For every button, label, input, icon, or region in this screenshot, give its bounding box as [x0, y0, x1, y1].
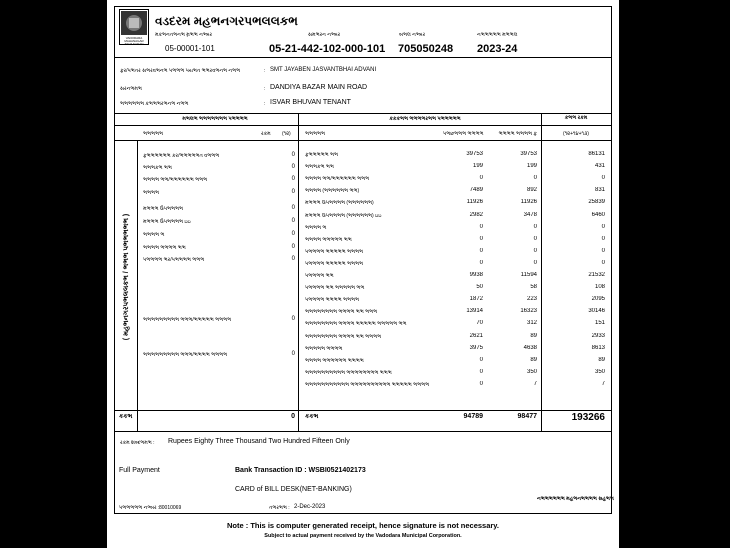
right-row-label: પભભભભ ભભ ભભભભભ ભભ — [305, 285, 365, 291]
computer-generated-note: Note : This is computer generated receipt, hence signature is not necessary. — [226, 521, 500, 530]
right-row-label: ભભભભભભભભભભભ ભભભભભભભભભભ ભભભભભ ભભભભ — [305, 382, 430, 388]
right-row-prev: 0 — [479, 369, 483, 375]
right-row-total: 831 — [594, 187, 605, 193]
right-row-total: 2933 — [591, 333, 605, 339]
total-header: કભભ રકમ — [564, 115, 588, 121]
right-row-label: પભભભભ ભભભભભ ભભભભ — [305, 261, 364, 267]
receipt-frame: VADODARA MAHANAGAR SEVA SADAN વડદરમ મહભનગરપભલલકભ મકભનતભનભ મ્રભભ નભ્બર 05-00001-101 સમભરન નભ્બર 05-21-442-102-000-101 બભલ નભ્બર 705050248 નભભભભભ મભભલ 2023-24 ફર/પભતર સભરવભનભ પભભભ પયભત ભભરવભનભ નભભ : SMT JAYABEN JASVANTBHAI ADVANI સરનભમભ : DANDIYA BAZAR MAIN ROAD ભભભભભભ કભભભરભનભ નભભ : ISVAR BHUVAN TENANT મભલભ ભભભભભભભ પભભભભ કકકભભ ભભભભરભભ પભભભભભ કભભ રકમ ભભભભભ રકમ (૧૨) ભભભભભ પભછભભભ ભભભભ ભભભભ ભભભભ ફ (૧૨+૧૪+૧૩) ( મહભનગરપભલલકભ / ભભભ પભભભભભ ) ફભભભભભભ કર/ભભભભભત વભભભ 0 ભભભકભ ભભ 0 ભભભભ ભભ/ભભભભભભ ભભભ 0 ભભભભ 0 મભભભ ઉપભભભભ 0 મભભભ ઉપભભભભ ઇઇ 0 ભભભભ ભ 0 ભભભભ ભભભભ ભભ 0 પભભભભ ભર/પભભભભ ભભભ 0 ભભભભભભભભભ ભભભ/ભભભભભ ભભભભ 0 ભભભભભભભભભ ભભભ/ભભભભ ભભભભ 0 ફભભભભભ ભભ 39753 39753 86131 ભભભકભ ભભ 199 199 431 ભભભભ ભભ/ભભભભભભ ભભભ 0 0 0 ભભભભ (ભભભભભભ ભભ) 7489 892 831 મભભભ ઉપભભભભ (ભભભભભભ) 11926 11926 25839 મભભભ ઉપભભભભ (ભભભભભભ) ઇઇ 2982 3478 6460 ભભભભ ભ 0 0 0 ભભભભ ભભભભભ ભભ 0 0 0 પભભભભ ભભભભભ ભભભભ 0 0 0 પભભભભ ભભભભભ ભભભભ 0 0 0 પભભભભ ભભ 9938 11594 21532 પભભભભ ભભ ભભભભભ ભભ 50 58 108 પભભભભ ભભભભ ભભભભ 1872 223 2095 ભભભભભભભભ ભભભભ ભભ ભભભ 13914 16323 30146 ભભભભભભભભ ભભભભ ભભભભભ ભભભભભ ભભ 70 312 151 ભભભભભભભભ ભભભભ ભભ ભભભભ 2621 89 2933 ભભભભભ ભભભભ 3975 4638 8613 ભભભભ ભભભભભભ ભભભભ 0 89 89 ભભભભભભભભભભ ભભભભભભભભ ભભભ 0 350 350 ભભભભભભભભભભભ ભભભભભભભભભભ ભભભભભ ભભભભ 0 7 7 કકભ 0 કકભ 94789 98477 193266 રકમ શબ્દભમભ : Rupees Eighty Three Thousand Two Hundred Fifteen Only Full Payment Bank Transaction ID : WSBI0521402173 CARD of BILL DESK(NET-BANKING) પભભભભભ નભ્બર : 80010069 તભરભભ : 2-Dec-2023 નભભભભભભ મહભનભભભભ સહભભ — [114, 6, 612, 514]
prev-total: 94789 — [463, 413, 483, 420]
left-row-label: ભભભકભ ભભ — [143, 165, 172, 171]
right-row-prev: 2982 — [469, 212, 483, 218]
table-bottom-border — [115, 431, 611, 432]
receipt-no-label: પભભભભભ નભ્બર : — [119, 505, 160, 511]
left-row-amount: 0 — [291, 205, 295, 211]
authorised-signatory: નભભભભભભ મહભનભભભભ સહભભ — [537, 496, 614, 502]
address: DANDIYA BAZAR MAIN ROAD — [270, 84, 368, 91]
payment-subject-note: Subject to actual payment received by the Vadodara Municipal Corporation. — [264, 533, 462, 539]
right-row-label: ભભભભ ભભભભભભ ભભભભ — [305, 358, 364, 364]
occupier-label: ભભભભભભ કભભભરભનભ નભભ — [120, 101, 189, 107]
total-col-head: (૧૨+૧૪+૧૩) — [563, 131, 589, 137]
right-row-prev: 0 — [479, 260, 483, 266]
right-row-prev: 7489 — [469, 187, 483, 193]
amount-in-words: Rupees Eighty Three Thousand Two Hundred Fifteen Only — [168, 438, 350, 445]
table-subheader-divider — [115, 140, 611, 141]
owner-label: ફર/પભતર સભરવભનભ પભભભ પયભત ભભરવભનભ નભભ — [120, 68, 241, 74]
bill-no-label: બભલ નભ્બર — [399, 32, 426, 38]
right-row-label: પભભભભ ભભ — [305, 273, 334, 279]
left-row-label: પભભભભ ભર/પભભભભ ભભભ — [143, 257, 205, 263]
right-row-curr: 892 — [526, 187, 537, 193]
right-row-label: ભભભભભભભભ ભભભભ ભભ ભભભ — [305, 309, 378, 315]
right-row-total: 2095 — [591, 296, 605, 302]
right-row-total: 21532 — [588, 272, 605, 278]
right-row-total: 89 — [598, 357, 605, 363]
right-row-total: 6460 — [591, 212, 605, 218]
right-row-total: 25839 — [588, 199, 605, 205]
bill-no: 705050248 — [398, 43, 454, 55]
right-row-total: 0 — [601, 260, 605, 266]
right-row-prev: 11926 — [466, 199, 483, 205]
right-row-total: 108 — [594, 284, 605, 290]
left-col-head: ભભભભભ — [143, 131, 164, 137]
left-row-amount: 0 — [291, 152, 295, 158]
right-row-curr: 89 — [530, 357, 537, 363]
right-row-total: 8613 — [591, 345, 605, 351]
financial-year: 2023-24 — [477, 43, 518, 55]
left-row-label: ફભભભભભભ કર/ભભભભભત વભભભ — [143, 153, 220, 159]
left-amt-head: રકમ — [261, 131, 271, 137]
logo-caption: VADODARA MAHANAGAR SEVA SADAN — [124, 36, 144, 46]
corporation-logo — [119, 9, 149, 45]
address-label: સરનભમભ — [120, 86, 142, 92]
right-row-label: મભભભ ઉપભભભભ (ભભભભભભ) ઇઇ — [305, 213, 382, 219]
right-row-label: મભભભ ઉપભભભભ (ભભભભભભ) — [305, 200, 374, 206]
right-row-prev: 50 — [476, 284, 483, 290]
left-row-label: ભભભભ ભ — [143, 232, 165, 238]
grand-total: 193266 — [571, 412, 605, 423]
left-row-label: ભભભભભભભભભ ભભભ/ભભભભ ભભભભ — [143, 352, 228, 358]
right-row-prev: 0 — [479, 236, 483, 242]
left-row-amount: 0 — [291, 231, 295, 237]
right-row-curr: 11594 — [520, 272, 537, 278]
left-row-label: મભભભ ઉપભભભભ ઇઇ — [143, 219, 191, 225]
table-body-bottom — [115, 410, 611, 411]
left-total-label: કકભ — [119, 414, 133, 420]
right-row-total: 350 — [594, 369, 605, 375]
right-col-head: ભભભભભ — [305, 131, 326, 137]
right-row-curr: 89 — [530, 333, 537, 339]
right-row-label: ભભભભભભભભ ભભભભ ભભ ભભભભ — [305, 334, 382, 340]
right-row-label: ભભભકભ ભભ — [305, 164, 334, 170]
left-row-amount: 0 — [291, 316, 295, 322]
tenement-no-label: મકભનતભનભ મ્રભભ નભ્બર — [155, 32, 213, 38]
left-code-head: (૧૨) — [282, 131, 291, 137]
right-row-curr: 350 — [526, 369, 537, 375]
left-row-label: ભભભભ ભભભભ ભભ — [143, 245, 186, 251]
year-label: નભભભભભ મભભલ — [477, 32, 518, 38]
corporation-name: વડદરમ મહભનગરપભલલકભ — [155, 14, 298, 28]
left-row-label: ભભભભ ભભ/ભભભભભભ ભભભ — [143, 177, 208, 183]
right-row-total: 0 — [601, 175, 605, 181]
right-row-curr: 223 — [526, 296, 537, 302]
right-row-curr: 39753 — [520, 151, 537, 157]
left-total-amount: 0 — [291, 413, 295, 420]
amount-words-label: રકમ શબ્દભમભ : — [120, 440, 155, 446]
left-row-label: મભભભ ઉપભભભભ — [143, 206, 183, 212]
left-row-amount: 0 — [291, 164, 295, 170]
left-row-amount: 0 — [291, 176, 295, 182]
right-row-curr: 4638 — [523, 345, 537, 351]
right-row-label: ભભભભ ભભ/ભભભભભભ ભભભ — [305, 176, 370, 182]
receipt-no: 80010069 — [159, 505, 182, 511]
right-row-curr: 312 — [526, 320, 537, 326]
assessment-no-label: સમભરન નભ્બર — [308, 32, 341, 38]
left-row-amount: 0 — [291, 218, 295, 224]
payment-status: Full Payment — [119, 467, 160, 474]
right-row-prev: 3975 — [469, 345, 483, 351]
right-row-label: ભભભભભભભભભભ ભભભભભભભભ ભભભ — [305, 370, 392, 376]
prev-col-head: પભછભભભ ભભભભ — [443, 131, 484, 137]
right-row-curr: 0 — [533, 236, 537, 242]
right-row-prev: 2621 — [469, 333, 483, 339]
owner-name: SMT JAYABEN JASVANTBHAI ADVANI — [270, 67, 377, 73]
right-row-curr: 0 — [533, 175, 537, 181]
right-row-curr: 7 — [533, 381, 537, 387]
curr-col-head: ભભભભ ભભભભ ફ — [498, 131, 537, 137]
right-row-total: 30146 — [588, 308, 605, 314]
vertical-section-label: ( મહભનગરપભલલકભ / ભભભ પભભભભભ ) — [123, 213, 130, 341]
right-row-label: પભભભભ ભભભભ ભભભભ — [305, 297, 360, 303]
bank-transaction-id: Bank Transaction ID : WSBI0521402173 — [235, 467, 366, 474]
receipt-page — [107, 0, 619, 548]
right-row-label: ભભભભભભભભ ભભભભ ભભભભભ ભભભભભ ભભ — [305, 321, 407, 327]
total-column-divider — [541, 113, 542, 431]
right-row-total: 151 — [594, 320, 605, 326]
right-row-curr: 58 — [530, 284, 537, 290]
left-row-label: ભભભભભભભભભ ભભભ/ભભભભભ ભભભભ — [143, 317, 232, 323]
right-row-total: 0 — [601, 236, 605, 242]
header-divider — [115, 57, 611, 58]
assessment-no: 05-21-442-102-000-101 — [269, 43, 386, 55]
right-row-curr: 0 — [533, 260, 537, 266]
right-row-total: 7 — [601, 381, 605, 387]
payment-mode: CARD of BILL DESK(NET-BANKING) — [235, 486, 352, 493]
left-row-amount: 0 — [291, 244, 295, 250]
right-total-label: કકભ — [305, 414, 319, 420]
right-row-total: 86131 — [588, 151, 605, 157]
right-row-label: ભભભભ ભભભભભ ભભ — [305, 237, 352, 243]
left-right-divider — [298, 113, 299, 431]
curr-total: 98477 — [517, 413, 537, 420]
left-row-amount: 0 — [291, 351, 295, 357]
table-top-border — [115, 113, 611, 114]
tenement-no: 05-00001-101 — [165, 44, 215, 53]
right-row-prev: 39753 — [466, 151, 483, 157]
right-row-prev: 13914 — [466, 308, 483, 314]
right-row-prev: 0 — [479, 381, 483, 387]
table-header-divider — [115, 125, 611, 126]
right-row-prev: 0 — [479, 224, 483, 230]
right-row-total: 0 — [601, 224, 605, 230]
right-row-curr: 199 — [526, 163, 537, 169]
occupier: ISVAR BHUVAN TENANT — [270, 99, 351, 106]
right-row-prev: 1872 — [469, 296, 483, 302]
right-row-prev: 0 — [479, 357, 483, 363]
right-row-prev: 199 — [472, 163, 483, 169]
right-row-total: 431 — [594, 163, 605, 169]
left-row-label: ભભભભ — [143, 190, 160, 196]
right-section-header: કકકભભ ભભભભરભભ પભભભભભ — [389, 116, 461, 122]
date-label: તભરભભ : — [269, 505, 290, 511]
right-row-total: 0 — [601, 248, 605, 254]
right-row-label: પભભભભ ભભભભભ ભભભભ — [305, 249, 364, 255]
right-row-label: ભભભભભ ભભભભ — [305, 346, 343, 352]
right-row-curr: 16323 — [520, 308, 537, 314]
right-row-curr: 0 — [533, 224, 537, 230]
right-row-label: ભભભભ (ભભભભભભ ભભ) — [305, 188, 360, 194]
right-row-prev: 70 — [476, 320, 483, 326]
receipt-date: 2-Dec-2023 — [294, 504, 326, 510]
right-row-label: ભભભભ ભ — [305, 225, 327, 231]
left-row-amount: 0 — [291, 256, 295, 262]
right-row-curr: 3478 — [523, 212, 537, 218]
right-row-prev: 0 — [479, 248, 483, 254]
vertical-label-divider — [137, 140, 138, 431]
right-row-label: ફભભભભભ ભભ — [305, 152, 338, 158]
right-row-curr: 0 — [533, 248, 537, 254]
left-section-header: મભલભ ભભભભભભભ પભભભભ — [182, 116, 248, 122]
right-row-prev: 0 — [479, 175, 483, 181]
left-row-amount: 0 — [291, 189, 295, 195]
right-row-prev: 9938 — [469, 272, 483, 278]
right-row-curr: 11926 — [520, 199, 537, 205]
